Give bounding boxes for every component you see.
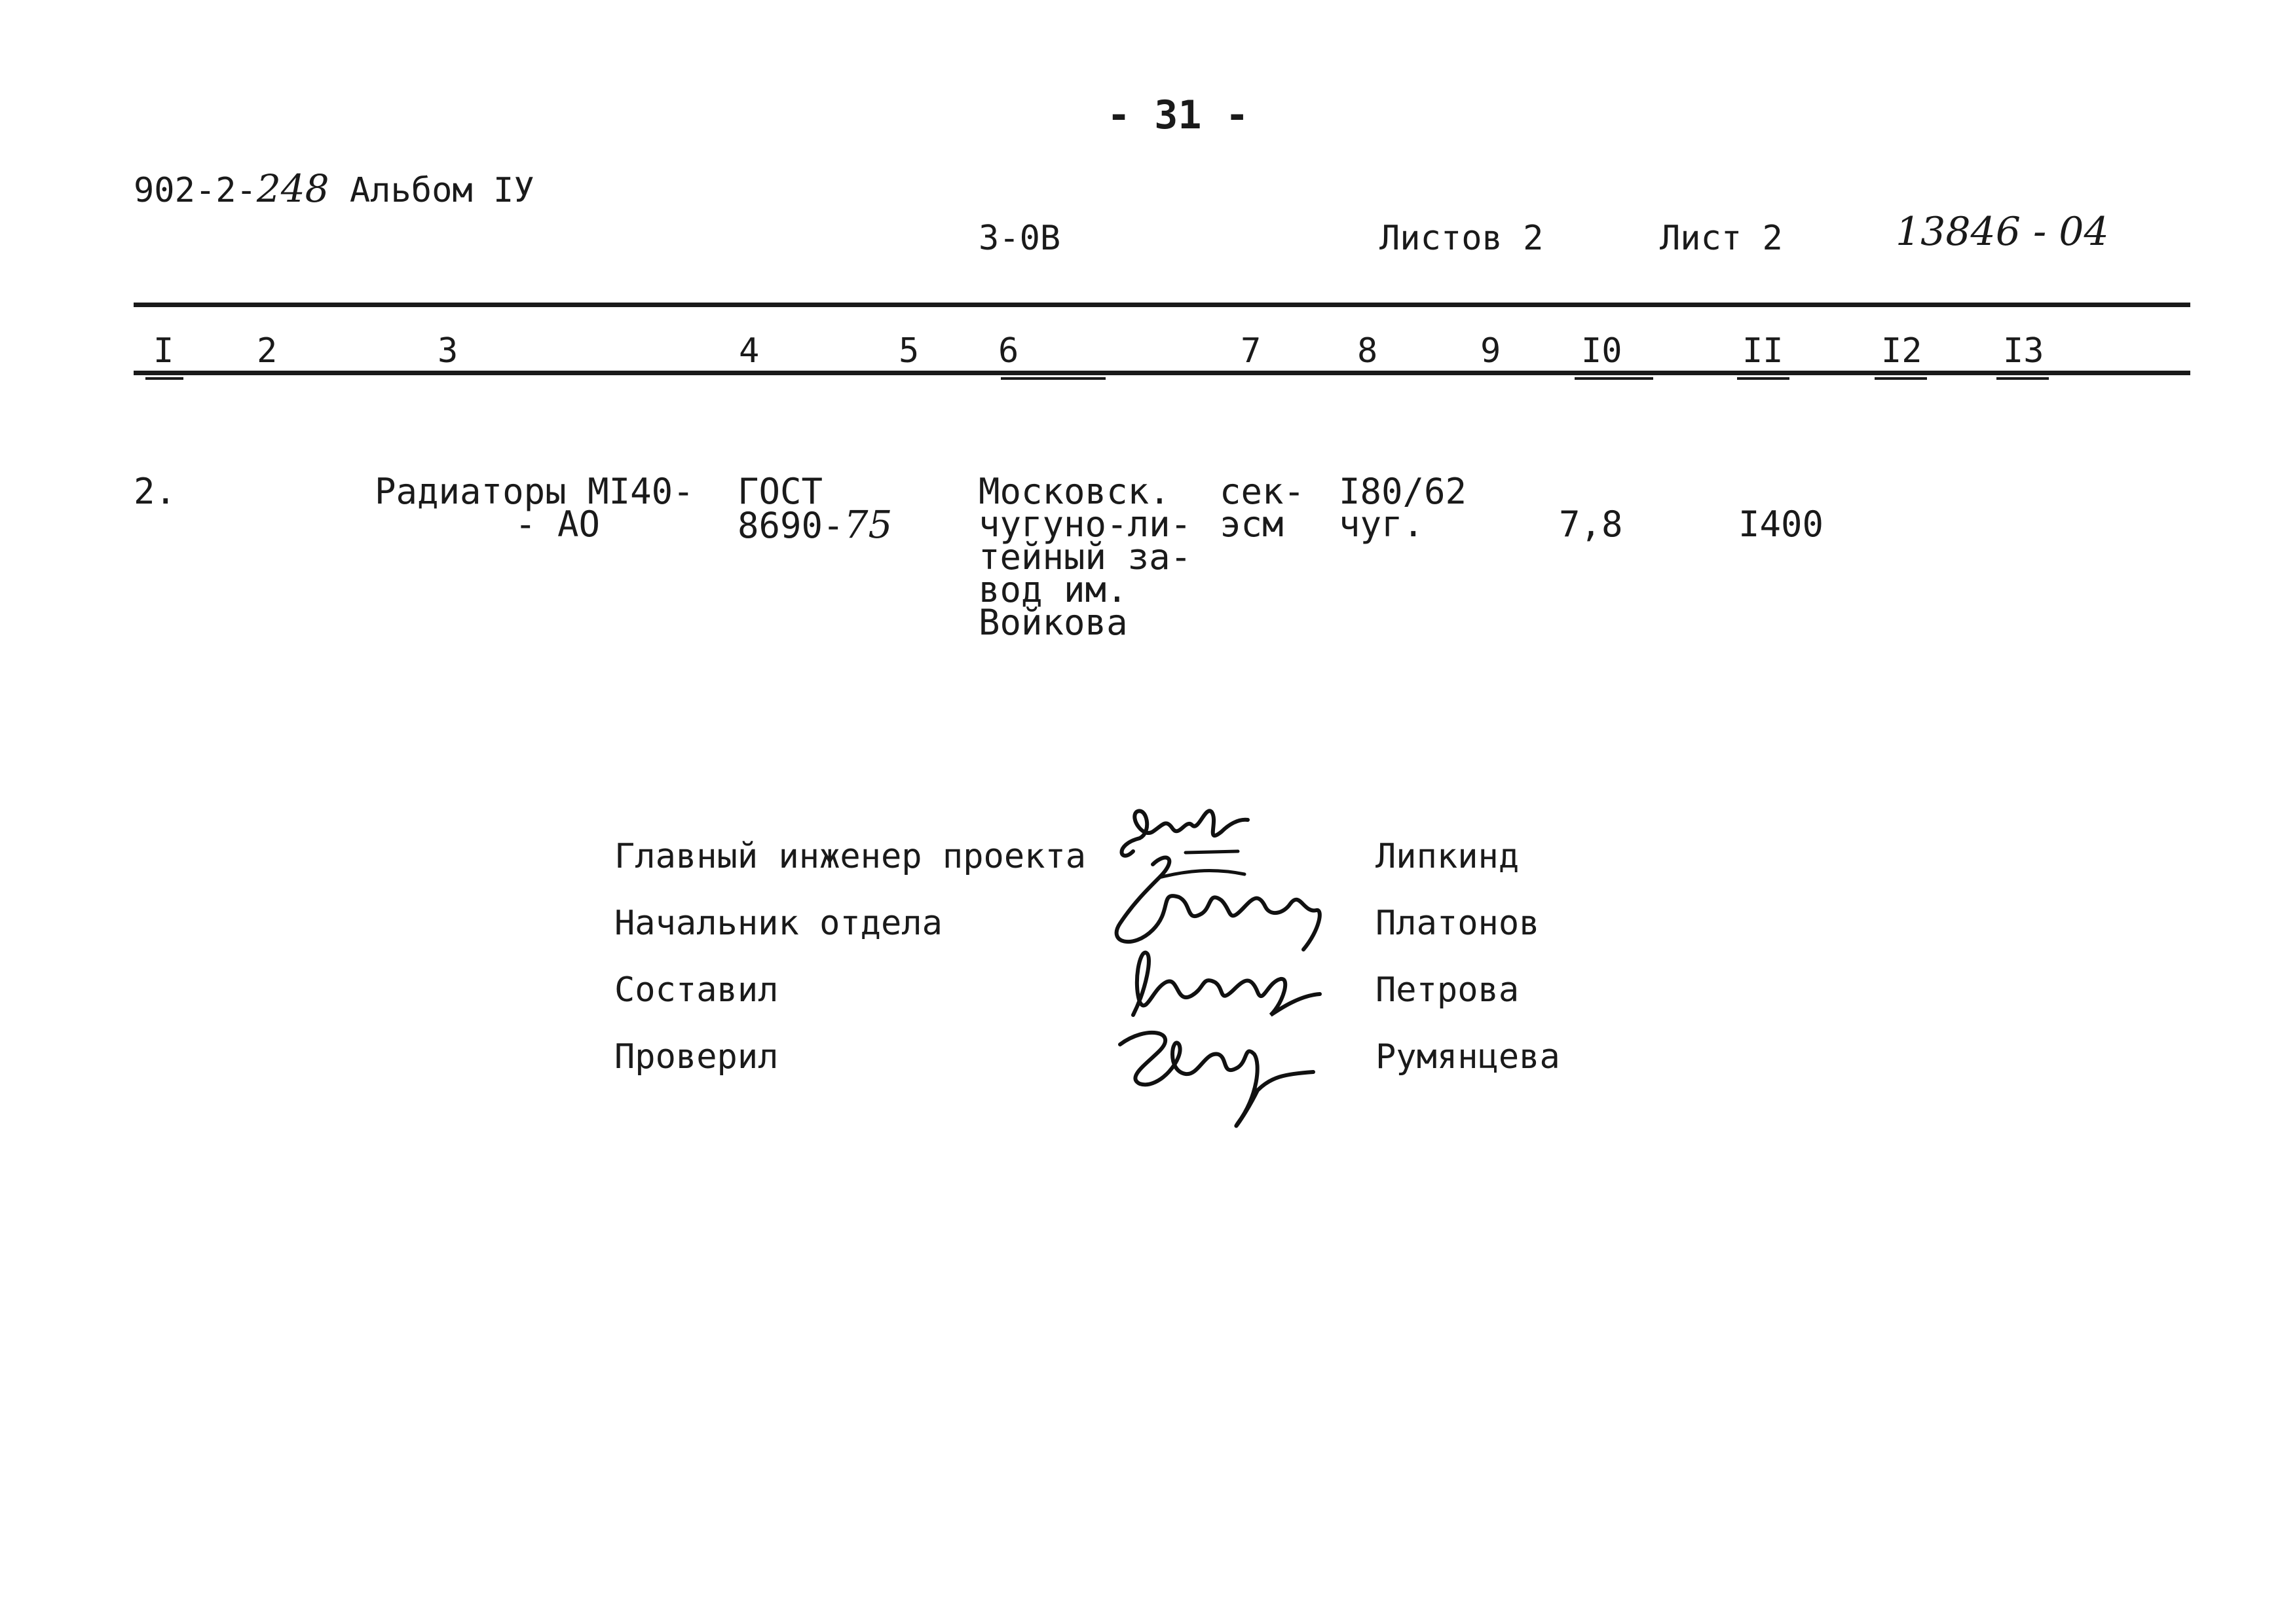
col8-line-1: I80/62 bbox=[1339, 471, 1467, 512]
column-number: I3 bbox=[2003, 331, 2044, 371]
col11-value: I400 bbox=[1738, 504, 1824, 545]
unit-line-2: эсм bbox=[1220, 504, 1284, 545]
signature-name: Платонов bbox=[1375, 904, 1540, 943]
item-name-line-1: Радиаторы МI40- bbox=[375, 471, 694, 512]
column-number: 3 bbox=[438, 331, 458, 371]
manufacturer-line: Войкова bbox=[979, 602, 1128, 643]
handwritten-signature bbox=[1113, 943, 1330, 1031]
col8-line-2: чуг. bbox=[1339, 504, 1425, 545]
column-number: I bbox=[153, 331, 174, 371]
archive-number: 13846 - 04 bbox=[1896, 209, 2109, 255]
sheet-number: Лист 2 bbox=[1660, 219, 1783, 258]
table-header-rule bbox=[134, 371, 2190, 375]
manufacturer-line: вод им. bbox=[979, 569, 1128, 610]
signature-role: Проверил bbox=[614, 1037, 779, 1077]
standard-line-2 bbox=[738, 502, 893, 547]
manufacturer-line: чугуно-ли- bbox=[979, 504, 1192, 545]
column-underline bbox=[145, 377, 183, 380]
column-number: 5 bbox=[899, 331, 920, 371]
album-label: Альбом IУ bbox=[349, 171, 534, 210]
document-code-handwritten: 248 bbox=[256, 166, 329, 211]
document-code bbox=[134, 166, 534, 211]
column-underline bbox=[1875, 377, 1927, 380]
column-number: 6 bbox=[998, 331, 1019, 371]
column-number: 2 bbox=[257, 331, 278, 371]
standard-number: 8690- bbox=[738, 505, 844, 546]
col10-value: 7,8 bbox=[1559, 504, 1623, 545]
sheets-total: Листов 2 bbox=[1379, 219, 1544, 258]
form-code: 3-0В bbox=[979, 219, 1061, 258]
table-top-rule bbox=[134, 303, 2190, 307]
signature-role: Составил bbox=[614, 970, 779, 1010]
signature-role: Начальник отдела bbox=[614, 904, 943, 943]
row-number: 2. bbox=[134, 471, 177, 512]
document-code-prefix: 902-2- bbox=[134, 171, 257, 210]
manufacturer-line: Московск. bbox=[979, 471, 1170, 512]
manufacturer-line: тейный за- bbox=[979, 536, 1192, 578]
column-number: 8 bbox=[1357, 331, 1378, 371]
column-number: 7 bbox=[1241, 331, 1262, 371]
standard-line-1: ГОСТ bbox=[738, 471, 823, 512]
column-number: I0 bbox=[1581, 331, 1622, 371]
column-underline bbox=[1996, 377, 2049, 380]
unit-line-1: сек- bbox=[1220, 471, 1305, 512]
signature-name: Липкинд bbox=[1375, 837, 1520, 876]
standard-year-handwritten: 75 bbox=[844, 502, 893, 547]
column-underline bbox=[1001, 377, 1106, 380]
item-name-line-2: - АО bbox=[515, 504, 601, 545]
page-number: - 31 - bbox=[1107, 92, 1249, 138]
signature-role: Главный инженер проекта bbox=[614, 837, 1087, 876]
column-underline bbox=[1575, 377, 1653, 380]
column-number: 4 bbox=[739, 331, 760, 371]
column-number: I2 bbox=[1881, 331, 1922, 371]
handwritten-signature bbox=[1107, 1018, 1323, 1139]
column-number: 9 bbox=[1480, 331, 1501, 371]
signature-name: Румянцева bbox=[1375, 1037, 1560, 1077]
signature-name: Петрова bbox=[1375, 970, 1520, 1010]
column-number: II bbox=[1742, 331, 1784, 371]
column-underline bbox=[1737, 377, 1789, 380]
